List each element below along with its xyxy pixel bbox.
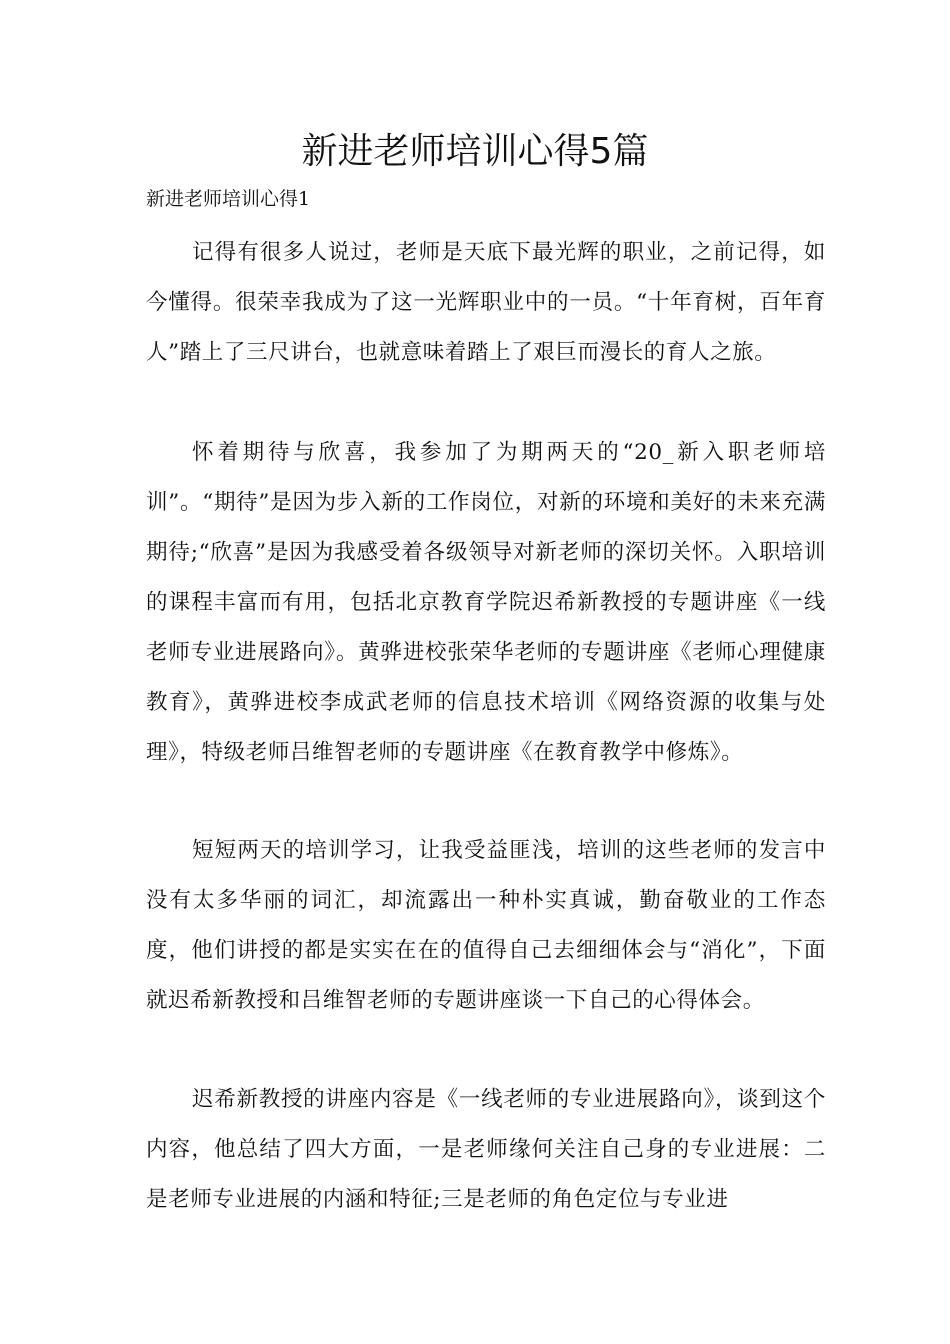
document-title: 新进老师培训心得5篇 — [301, 131, 649, 172]
paragraph-4: 迟希新教授的讲座内容是《一线老师的专业进展路向》，谈到这个内容，他总结了四大方面，一是老师缘何关注自己身的专业进展：二是老师专业进展的内涵和特征;三是老师的角色定位与专业进 — [146, 1087, 826, 1212]
paragraph-2: 怀着期待与欣喜，我参加了为期两天的“20_新入职老师培训”。“期待”是因为步入新的工作岗位，对新的环境和美好的未来充满期待;“欣喜”是因为我感受着各级领导对新老师的深切关怀。入职培训的课程丰富而有用，包括北京教育学院迟希新教授的专题讲座《一线老师专业进展路向》。黄骅进校张荣华老师的专题讲座《老师心理健康教育》，黄骅进校李成武老师的信息技术培训《网络资源的收集与处理》，特级老师吕维智老师的专题讲座《在教育教学中修炼》。 — [146, 440, 826, 765]
paragraph-1: 记得有很多人说过，老师是天底下最光辉的职业，之前记得，如今懂得。很荣幸我成为了这一光辉职业中的一员。“十年育树，百年育人”踏上了三尺讲台，也就意味着踏上了艰巨而漫长的育人之旅。 — [146, 240, 826, 365]
section-heading: 新进老师培训心得1 — [146, 188, 311, 210]
paragraph-3: 短短两天的培训学习，让我受益匪浅，培训的这些老师的发言中没有太多华丽的词汇，却流露出一种朴实真诚，勤奋敬业的工作态度，他们讲授的都是实实在在的值得自己去细细体会与“消化”，下面就迟希新教授和吕维智老师的专题讲座谈一下自己的心得体会。 — [146, 838, 826, 1013]
